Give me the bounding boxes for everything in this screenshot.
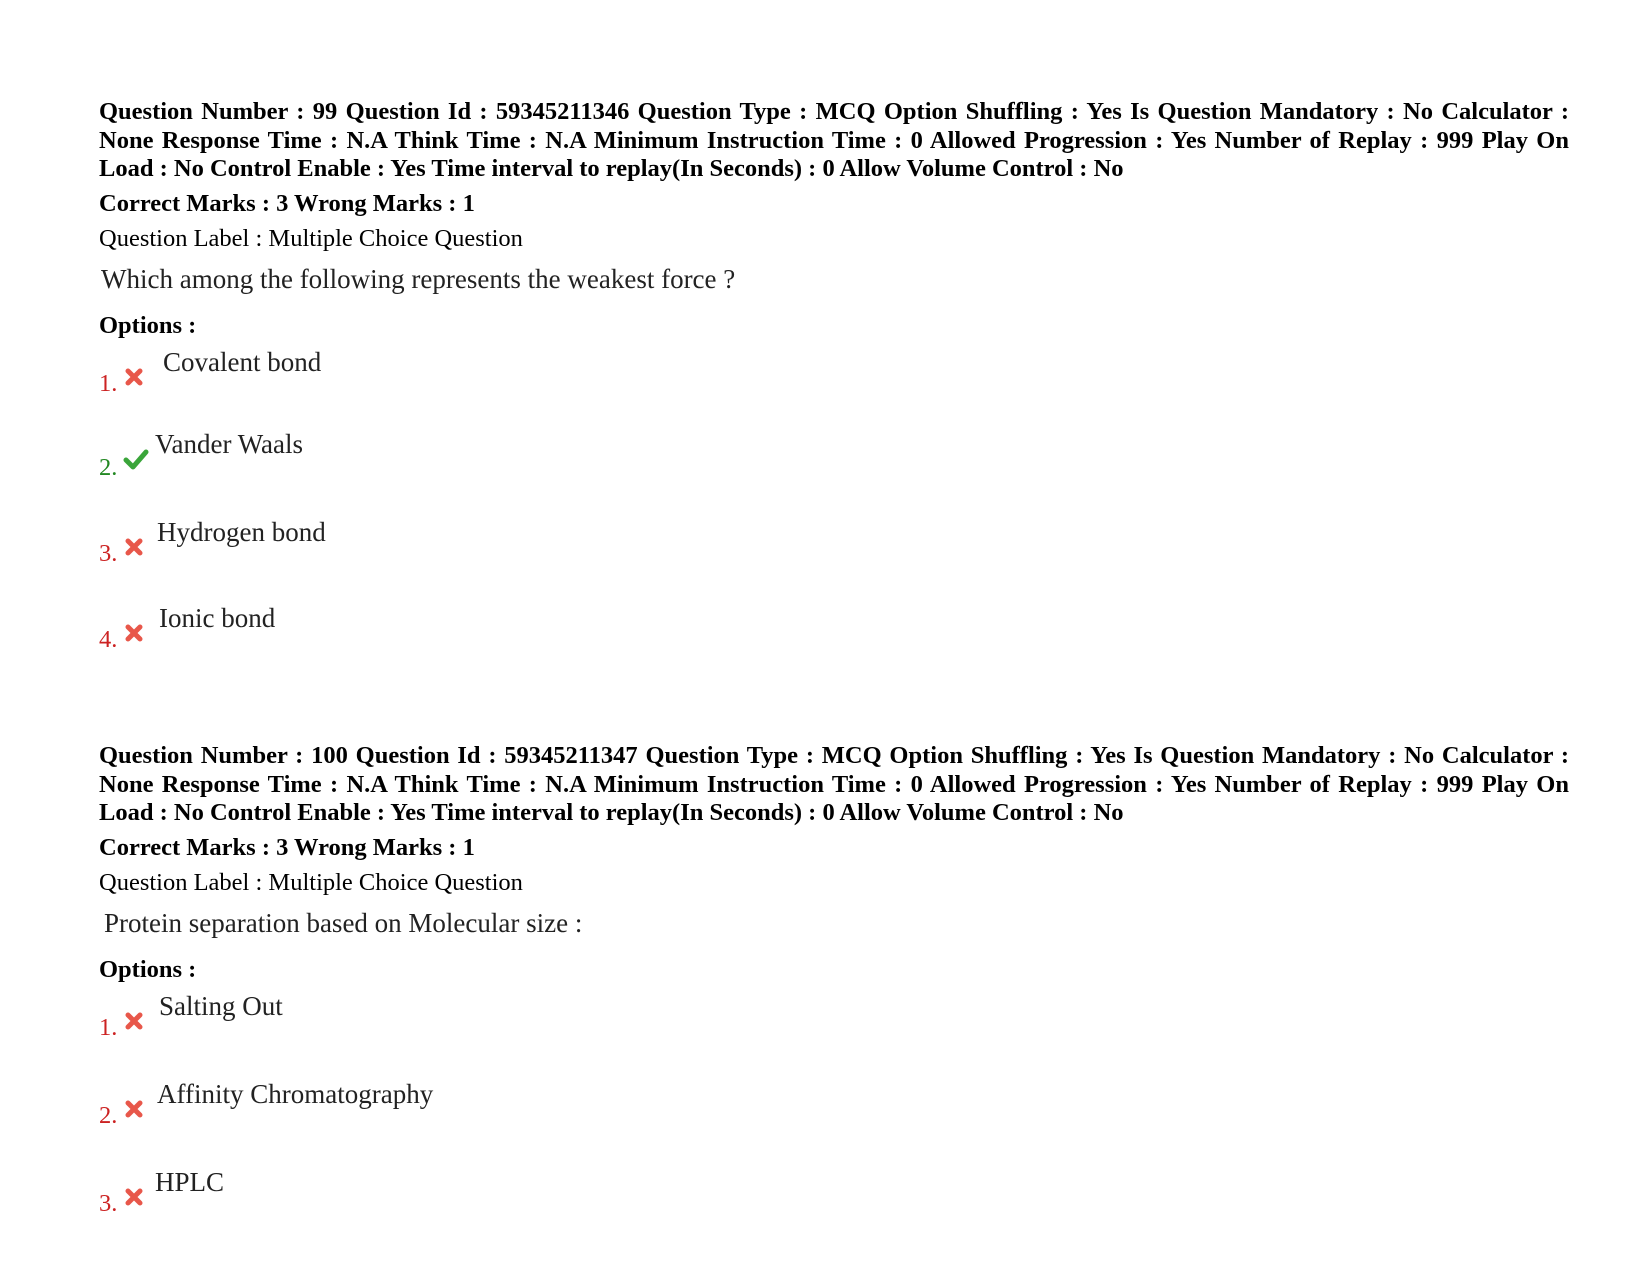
option-text: Ionic bond (159, 602, 276, 633)
question-meta: Question Number : 99 Question Id : 59345211346 Question Type : MCQ Option Shuffling : Yes Is Question Mandatory : No Calculator : None Response Time : N.A Think Time : N.A Minimum Instruction Time : 0 Allowed Progression : Yes Number of Replay : 999 Play On Load : No Control Enable : Yes Time interval to replay(In Seconds) : 0 Allow Volume Control : No (99, 98, 1569, 182)
option-item (99, 510, 1569, 596)
options-list (99, 340, 1569, 684)
cross-icon (123, 1186, 145, 1208)
option-number: 4. (99, 625, 118, 653)
cross-icon (123, 622, 145, 644)
option-number: 2. (99, 1101, 118, 1129)
option-text: Covalent bond (163, 346, 322, 377)
option-text: HPLC (155, 1166, 225, 1197)
cross-icon (123, 536, 145, 558)
cross-icon (123, 1098, 145, 1120)
question-label: Question Label : Multiple Choice Question (99, 224, 523, 252)
cross-icon (123, 366, 145, 388)
options-heading: Options : (99, 311, 197, 339)
question-marks: Correct Marks : 3 Wrong Marks : 1 (99, 833, 475, 861)
option-text: Salting Out (159, 990, 283, 1021)
question-label: Question Label : Multiple Choice Question (99, 868, 523, 896)
option-item (99, 596, 1569, 684)
question-block-100 (99, 742, 1569, 1248)
option-number: 3. (99, 539, 118, 567)
option-item (99, 1072, 1569, 1160)
option-number: 2. (99, 453, 118, 481)
cross-icon (123, 1010, 145, 1032)
option-item (99, 984, 1569, 1072)
options-list (99, 984, 1569, 1248)
option-item (99, 428, 1569, 510)
option-number: 3. (99, 1189, 118, 1217)
option-number: 1. (99, 369, 118, 397)
options-heading: Options : (99, 955, 197, 983)
option-number: 1. (99, 1013, 118, 1041)
question-text: Protein separation based on Molecular size : (104, 907, 583, 938)
option-item (99, 340, 1569, 428)
question-marks: Correct Marks : 3 Wrong Marks : 1 (99, 189, 475, 217)
check-icon (123, 448, 149, 470)
option-text: Vander Waals (155, 428, 304, 459)
question-block-99 (99, 98, 1569, 684)
option-text: Affinity Chromatography (157, 1078, 434, 1109)
question-meta: Question Number : 100 Question Id : 59345211347 Question Type : MCQ Option Shuffling : Yes Is Question Mandatory : No Calculator : None Response Time : N.A Think Time : N.A Minimum Instruction Time : 0 Allowed Progression : Yes Number of Replay : 999 Play On Load : No Control Enable : Yes Time interval to replay(In Seconds) : 0 Allow Volume Control : No (99, 742, 1569, 826)
option-item (99, 1160, 1569, 1248)
option-text: Hydrogen bond (157, 516, 326, 547)
question-text: Which among the following represents the weakest force ? (101, 263, 736, 294)
